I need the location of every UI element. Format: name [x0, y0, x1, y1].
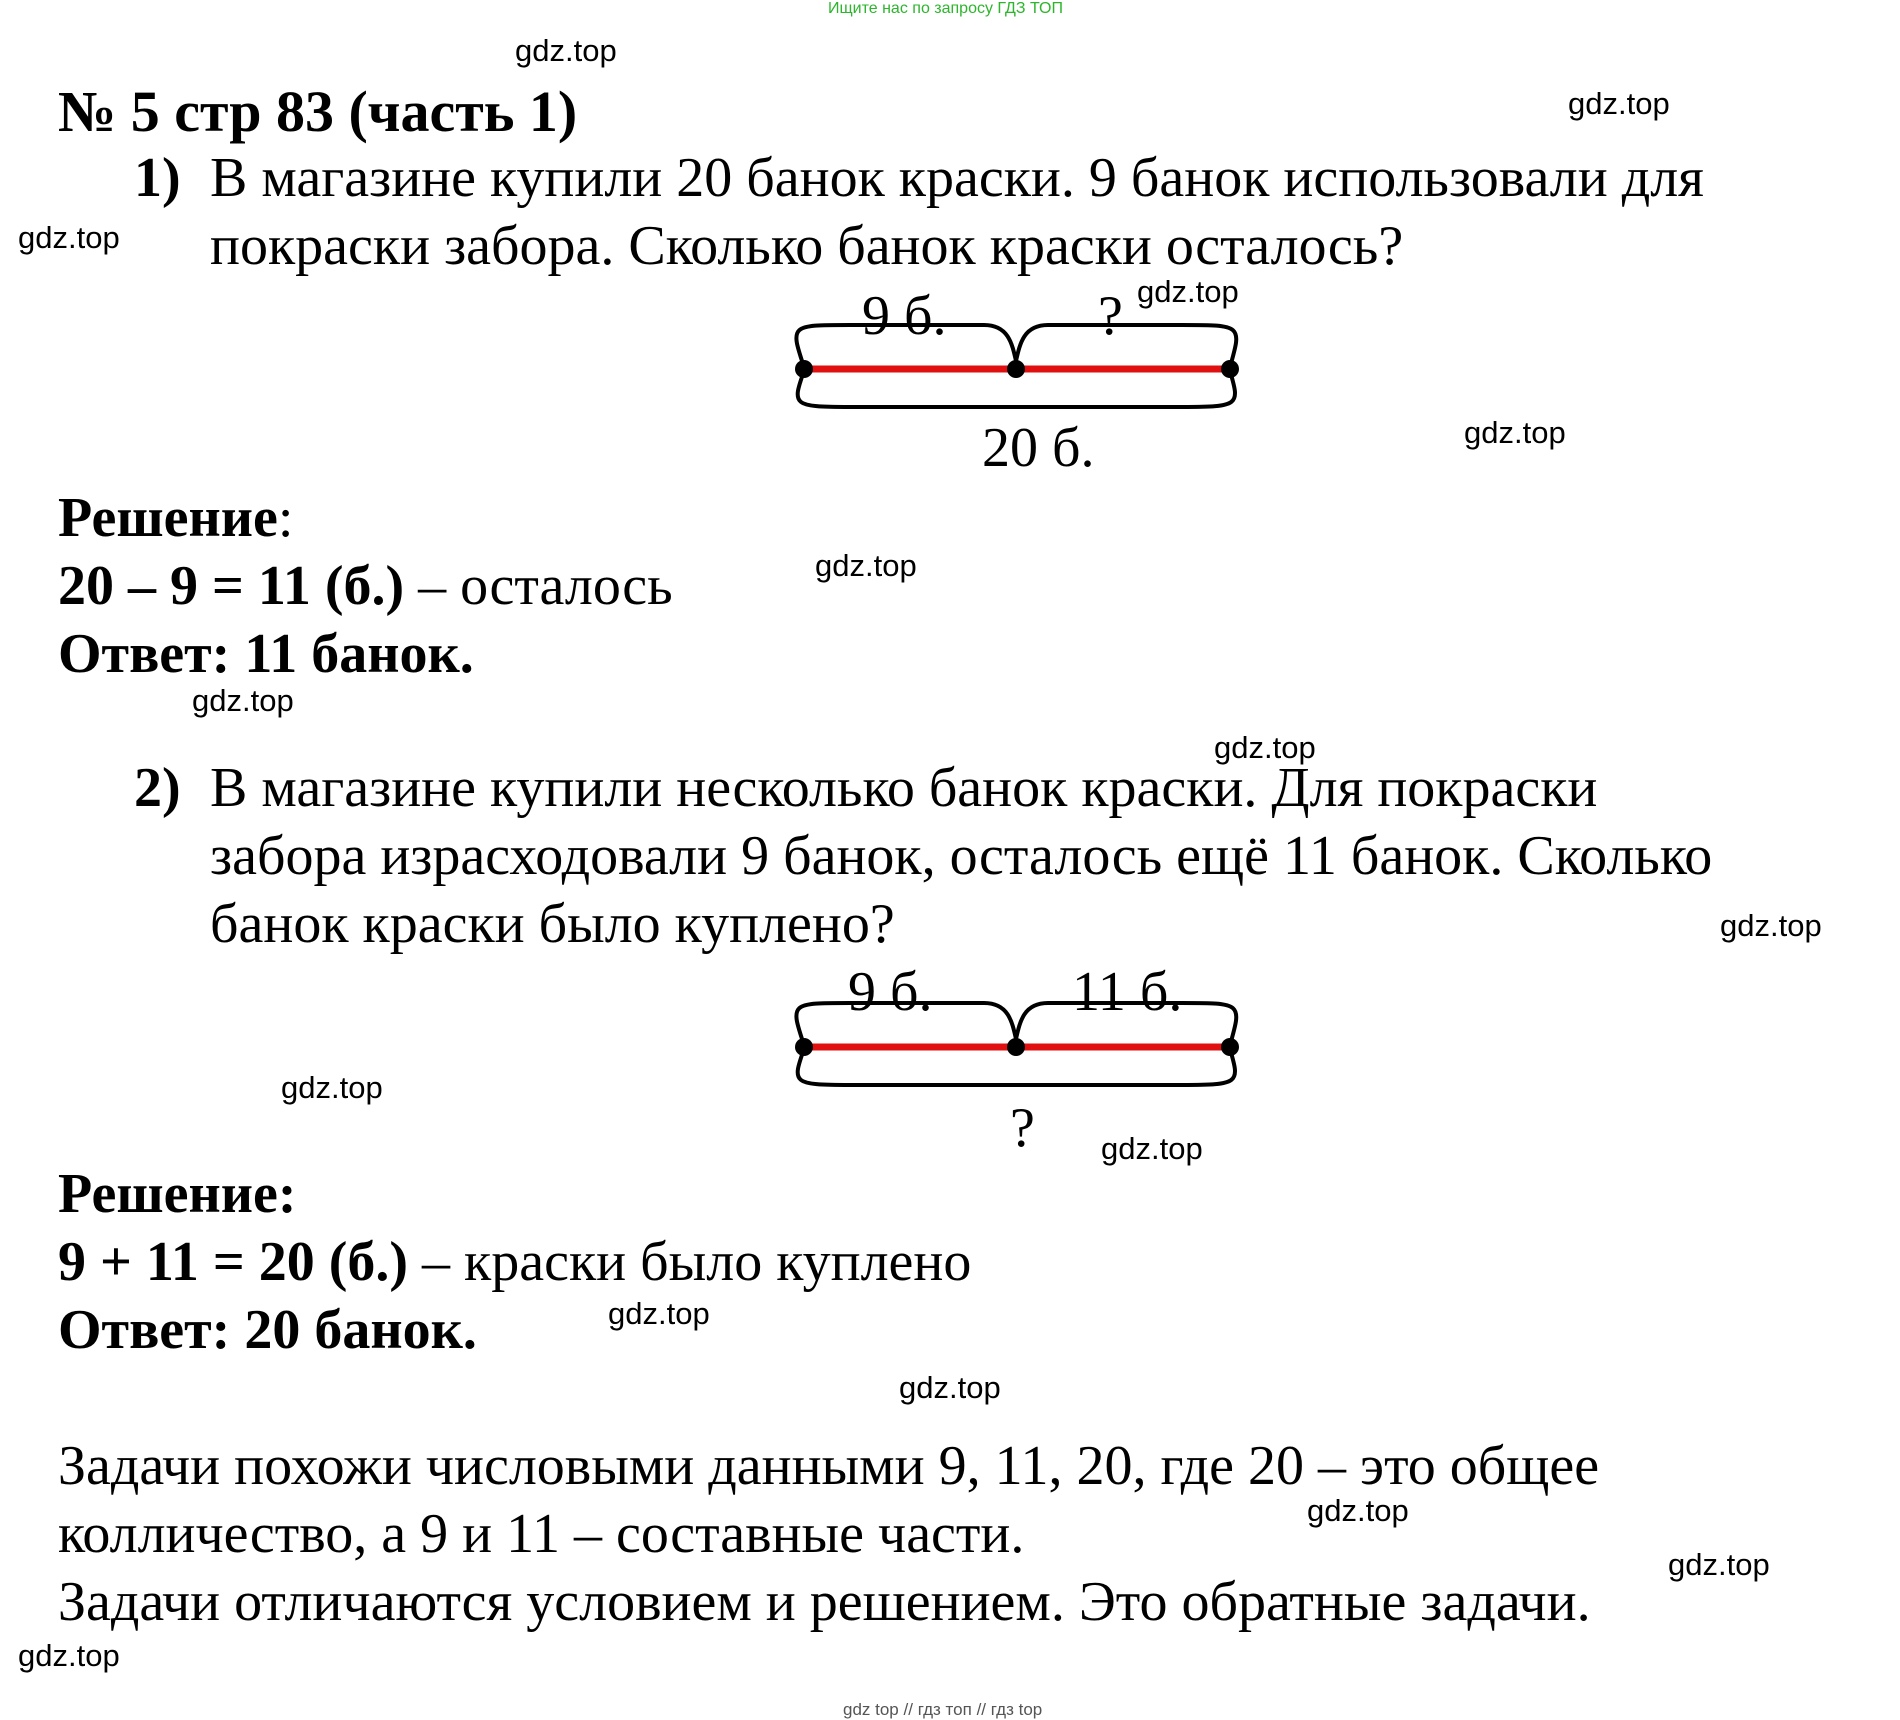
equation-bold: 20 – 9 = 11 (б.)	[58, 555, 405, 617]
task2-diagram-left-label: 9 б.	[848, 961, 933, 1023]
task1-answer: Ответ: 11 банок.	[58, 623, 474, 685]
conclusion-line1: Задачи похожи числовыми данными 9, 11, 20, где 20 – это общее	[58, 1435, 1600, 1497]
watermark: gdz.top	[1464, 415, 1566, 450]
watermark: gdz.top	[18, 1638, 120, 1673]
watermark: gdz.top	[815, 548, 917, 583]
task1-point-end	[1221, 360, 1239, 378]
equation-rest: – осталось	[404, 555, 673, 617]
page-title: № 5 стр 83 (часть 1)	[58, 79, 578, 144]
task2-solution-heading: Решение:	[58, 1163, 297, 1225]
watermark: gdz.top	[1137, 274, 1239, 309]
equation-rest: – краски было куплено	[408, 1231, 972, 1293]
footer-separator: //	[903, 1700, 913, 1719]
footer-separator: //	[976, 1700, 987, 1719]
watermark: gdz.top	[608, 1296, 710, 1331]
task1-diagram-total-label: 20 б.	[982, 417, 1095, 479]
footer-link-gdz-top-mixed[interactable]: гдз top	[990, 1700, 1043, 1719]
task1-point-start	[795, 360, 813, 378]
task2-line3: банок краски было куплено?	[210, 893, 895, 955]
watermark: gdz.top	[192, 683, 294, 718]
conclusion-line3: Задачи отличаются условием и решением. Это обратные задачи.	[58, 1571, 1591, 1633]
footer-links	[843, 1700, 1042, 1720]
equation-bold: 9 + 11 = 20 (б.)	[58, 1231, 409, 1293]
footer-link-gdz-top[interactable]: gdz top	[843, 1700, 899, 1719]
task2-point-end	[1221, 1038, 1239, 1056]
solution-label: Решение	[58, 487, 278, 549]
task1-line2: покраски забора. Сколько банок краски осталось?	[210, 215, 1404, 277]
task1-solution-heading	[58, 484, 293, 552]
watermark: gdz.top	[899, 1370, 1001, 1405]
task1-number: 1)	[134, 147, 181, 209]
task1-equation	[58, 552, 673, 620]
watermark: gdz.top	[18, 220, 120, 255]
conclusion-line2: колличество, а 9 и 11 – составные части.	[58, 1503, 1025, 1565]
watermark: gdz.top	[515, 33, 617, 68]
task2-equation	[58, 1228, 971, 1296]
task2-segment-diagram	[790, 993, 1250, 1103]
footer-link-gdz-top-ru[interactable]: гдз топ	[917, 1700, 972, 1719]
task1-segment-diagram	[790, 315, 1250, 425]
task2-number: 2)	[134, 757, 181, 819]
top-banner: Ищите нас по запросу ГДЗ ТОП	[828, 0, 1063, 17]
watermark: gdz.top	[281, 1070, 383, 1105]
task2-point-mid	[1007, 1038, 1025, 1056]
watermark: gdz.top	[1214, 730, 1316, 765]
task2-line1: В магазине купили несколько банок краски. Для покраски	[210, 757, 1598, 819]
watermark: gdz.top	[1307, 1493, 1409, 1528]
watermark: gdz.top	[1668, 1547, 1770, 1582]
watermark: gdz.top	[1568, 86, 1670, 121]
task2-point-start	[795, 1038, 813, 1056]
watermark: gdz.top	[1720, 908, 1822, 943]
task2-answer: Ответ: 20 банок.	[58, 1299, 477, 1361]
task1-point-mid	[1007, 360, 1025, 378]
task2-diagram-total-label: ?	[1010, 1097, 1035, 1159]
task1-diagram-left-label: 9 б.	[862, 285, 947, 347]
task1-diagram-right-label: ?	[1098, 285, 1123, 347]
task1-line1: В магазине купили 20 банок краски. 9 банок использовали для	[210, 147, 1704, 209]
watermark: gdz.top	[1101, 1131, 1203, 1166]
task2-line2: забора израсходовали 9 банок, осталось ещё 11 банок. Сколько	[210, 825, 1713, 887]
task2-diagram-right-label: 11 б.	[1072, 961, 1183, 1023]
solution-colon: :	[277, 487, 294, 549]
